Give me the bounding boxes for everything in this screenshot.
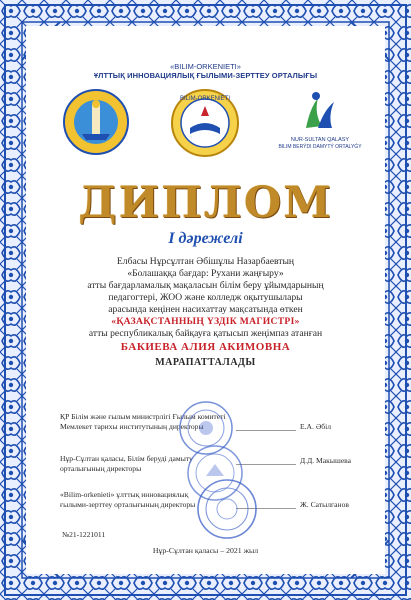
signature-2-name: Д.Д. Макышева	[300, 456, 352, 465]
diploma-number: №21-1221011	[62, 530, 106, 539]
signature-1-line	[236, 430, 296, 431]
degree-label: I дәрежелі	[168, 230, 243, 247]
bilim-orkenieti-logo	[170, 88, 240, 158]
signature-1-org-line-2: Мемлекет тарихы институтының директоры	[60, 421, 204, 431]
stamp-3	[196, 478, 258, 540]
signature-1-org-line-1: ҚР Білім және ғылым министрлігі Ғылым комитеті	[60, 412, 226, 421]
right-logo-text-2: BILIM BERÝDI DAMYTÝ ORTALYǴY	[278, 144, 362, 150]
signature-1-name: Е.А. Әбіл	[300, 422, 332, 431]
body-line-1: Елбасы Нұрсұлтан Әбішұлы Назарбаевтың	[116, 256, 295, 267]
signature-2-line	[236, 464, 296, 465]
right-logo-text-1: NUR-SULTAN QALASY	[290, 137, 350, 143]
svg-text:BILIM-ORKENIETI: BILIM-ORKENIETI	[179, 96, 231, 102]
signature-3-org-line-2: ғылыми-зерттеу орталығының директоры	[60, 499, 196, 509]
signature-3-org-line-1: «Bilim-orkenieti» ұлттық инновациялық	[60, 490, 189, 499]
body-line-4: педагогтері, ЖОО және колледж оқытушылары	[108, 292, 303, 303]
body-line-3: атты бағдарламалық мақаласын білім беру ұйымдарының	[87, 280, 324, 291]
awarded-label: МАРАПАТТАЛАДЫ	[155, 357, 256, 368]
city-year: Нұр-Сұлтан қаласы – 2021 жыл	[152, 546, 259, 555]
body-line-5: арасында кеңінен насихаттау мақсатында өткен	[108, 304, 303, 315]
signature-3-org	[60, 490, 195, 509]
signature-2-org	[60, 454, 193, 473]
signature-2-org-line-2: орталығының директоры	[60, 463, 142, 473]
org-title: ҰЛТТЫҚ ИННОВАЦИЯЛЫҚ ҒЫЛЫМИ-ЗЕРТТЕУ ОРТАЛЫҒЫ	[93, 71, 318, 80]
body-line-2: «Болашаққа бағдар: Рухани жаңғыру»	[127, 268, 284, 279]
diploma-title: ДИПЛОМ	[78, 178, 333, 228]
recipient-name: БАКИЕВА АЛИЯ АКИМОВНА	[120, 341, 291, 353]
signature-3-name: Ж. Сатылганов	[300, 500, 349, 509]
body-line-6: атты республикалық байқауға қатысып жеңімпаз атанған	[88, 328, 323, 339]
nur-sultan-education-logo	[288, 88, 348, 136]
signature-2-org-line-1: Нұр-Сұлтан қаласы, Білім беруді дамыту	[60, 454, 193, 463]
org-name: «BILIM-ORKENIETI»	[170, 62, 241, 71]
contest-title: «ҚАЗАҚСТАННЫҢ ҮЗДІК МАГИСТРІ»	[111, 316, 300, 327]
institute-logo	[62, 88, 130, 156]
